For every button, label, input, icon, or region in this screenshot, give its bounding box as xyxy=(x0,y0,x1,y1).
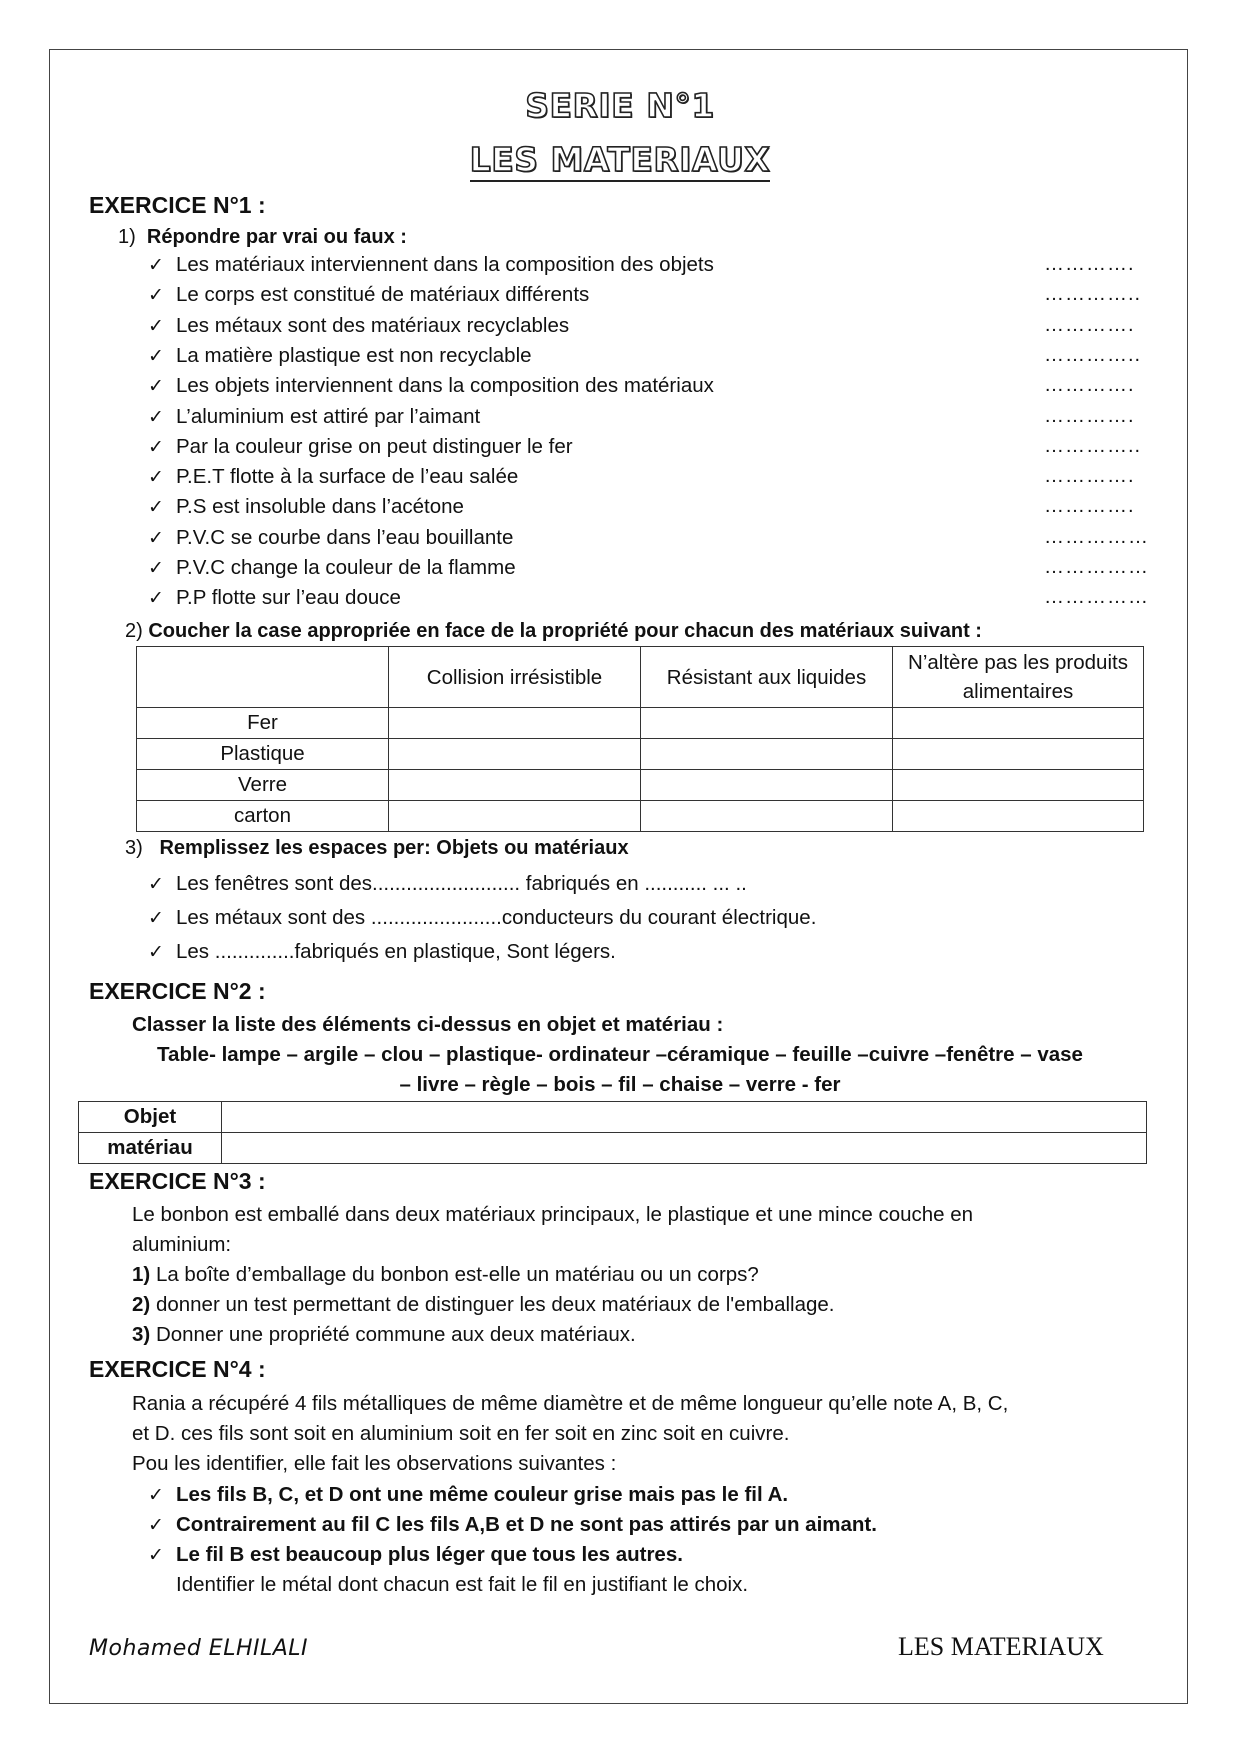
answer-cell[interactable] xyxy=(641,770,893,801)
question-number: 1) xyxy=(132,1263,151,1286)
element-list-line-2: – livre – règle – bois – fil – chaise – verre - fer xyxy=(399,1073,841,1096)
statement-text: Les métaux sont des matériaux recyclables xyxy=(176,314,570,337)
statement-text: Par la couleur grise on peut distinguer le fer xyxy=(176,435,573,458)
statement-text: P.S est insoluble dans l’acétone xyxy=(176,495,464,518)
true-false-item xyxy=(148,586,401,610)
true-false-item xyxy=(148,253,714,277)
table-header-cell: Résistant aux liquides xyxy=(641,647,893,708)
answer-cell[interactable] xyxy=(641,708,893,739)
fill-blank-text: Les fenêtres sont des.......................... fabriqués en ........... ... .. xyxy=(176,872,747,895)
checkmark-icon: ✓ xyxy=(148,254,164,276)
exercise-2-heading: EXERCICE N°2 : xyxy=(89,978,266,1004)
statement-text: P.P flotte sur l’eau douce xyxy=(176,586,401,609)
exercise-4-intro-line-1: Rania a récupéré 4 fils métalliques de même diamètre et de même longueur qu’elle note A, B, C, xyxy=(132,1392,1009,1415)
checkmark-icon: ✓ xyxy=(148,496,164,518)
answer-blank[interactable]: …………. xyxy=(1044,405,1135,427)
answer-blank[interactable]: …………… xyxy=(1044,556,1149,578)
answer-cell[interactable] xyxy=(893,801,1144,832)
statement-text: P.V.C change la couleur de la flamme xyxy=(176,556,516,579)
answer-blank[interactable]: …………. xyxy=(1044,253,1135,275)
topic-title: LES MATERIAUX xyxy=(0,140,1240,179)
answer-cell[interactable] xyxy=(893,770,1144,801)
material-label: Verre xyxy=(137,770,389,801)
question-text: La boîte d’emballage du bonbon est-elle un matériau ou un corps? xyxy=(155,1263,759,1286)
question-2-heading xyxy=(125,620,982,643)
table-row xyxy=(137,770,1144,801)
question-text: donner un test permettant de distinguer les deux matériaux de l'emballage. xyxy=(155,1293,835,1316)
answer-blank[interactable]: …………. xyxy=(1044,374,1135,396)
true-false-item xyxy=(148,556,516,580)
table-header-cell: N’altère pas les produits alimentaires xyxy=(893,647,1144,708)
observation-item xyxy=(148,1480,788,1510)
answer-cell[interactable] xyxy=(389,801,641,832)
exercise-3-question xyxy=(132,1260,759,1290)
checkmark-icon: ✓ xyxy=(148,587,164,609)
answer-blank[interactable]: …………… xyxy=(1044,526,1149,548)
statement-text: Le corps est constitué de matériaux différents xyxy=(176,283,590,306)
question-title: Remplissez les espaces per: Objets ou matériaux xyxy=(159,837,629,859)
material-label: Fer xyxy=(137,708,389,739)
properties-table xyxy=(136,646,1144,832)
series-title: SERIE N°1 xyxy=(525,86,715,125)
checkmark-icon: ✓ xyxy=(148,941,164,963)
question-title: Coucher la case appropriée en face de la propriété pour chacun des matériaux suivant : xyxy=(148,620,982,642)
table-row xyxy=(137,708,1144,739)
exercise-4-intro-line-2: et D. ces fils sont soit en aluminium soit en fer soit en zinc soit en cuivre. xyxy=(132,1422,790,1445)
fill-blank-item xyxy=(148,940,616,964)
fill-blank-text: Les métaux sont des .......................conducteurs du courant électrique. xyxy=(176,906,817,929)
checkmark-icon: ✓ xyxy=(148,436,164,458)
exercise-3-question xyxy=(132,1290,834,1320)
exercise-3-intro-line-1: Le bonbon est emballé dans deux matériaux principaux, le plastique et une mince couche en xyxy=(132,1203,974,1226)
answer-cell[interactable] xyxy=(389,739,641,770)
table-row xyxy=(137,801,1144,832)
true-false-item xyxy=(148,526,513,550)
table-header-cell: Collision irrésistible xyxy=(389,647,641,708)
answer-cell[interactable] xyxy=(641,739,893,770)
table-header-row xyxy=(137,647,1144,708)
checkmark-icon: ✓ xyxy=(148,375,164,397)
answer-cell[interactable] xyxy=(389,708,641,739)
checkmark-icon: ✓ xyxy=(148,873,164,895)
table-header-cell xyxy=(137,647,389,708)
answer-blank[interactable]: …………. xyxy=(1044,465,1135,487)
observation-text: Les fils B, C, et D ont une même couleur grise mais pas le fil A. xyxy=(176,1483,789,1506)
fill-blank-item xyxy=(148,906,816,930)
statement-text: P.V.C se courbe dans l’eau bouillante xyxy=(176,526,514,549)
checkmark-icon: ✓ xyxy=(148,1544,164,1566)
checkmark-icon: ✓ xyxy=(148,1484,164,1506)
question-number: 2) xyxy=(125,620,143,642)
answer-cell[interactable] xyxy=(893,708,1144,739)
question-number: 2) xyxy=(132,1293,151,1316)
checkmark-icon: ✓ xyxy=(148,907,164,929)
true-false-item xyxy=(148,465,518,489)
true-false-item xyxy=(148,283,589,307)
footer-topic: LES MATERIAUX xyxy=(898,1632,1104,1661)
answer-blank[interactable]: ………….. xyxy=(1044,435,1142,457)
true-false-item xyxy=(148,435,573,459)
fill-blank-item xyxy=(148,872,747,896)
table-row xyxy=(137,739,1144,770)
exercise-4-heading: EXERCICE N°4 : xyxy=(89,1356,266,1382)
table-row xyxy=(79,1133,1147,1164)
answer-cell[interactable] xyxy=(389,770,641,801)
true-false-item xyxy=(148,314,569,338)
checkmark-icon: ✓ xyxy=(148,1514,164,1536)
checkmark-icon: ✓ xyxy=(148,557,164,579)
exercise-4-task: Identifier le métal dont chacun est fait le fil en justifiant le choix. xyxy=(176,1573,749,1596)
question-number: 1) xyxy=(118,226,136,248)
answer-blank[interactable]: …………. xyxy=(1044,495,1135,517)
answer-blank[interactable]: …………… xyxy=(1044,586,1149,608)
objet-answer-cell[interactable] xyxy=(222,1102,1147,1133)
checkmark-icon: ✓ xyxy=(148,527,164,549)
question-number: 3) xyxy=(132,1323,151,1346)
objet-label: Objet xyxy=(79,1102,222,1133)
question-3-heading xyxy=(125,837,629,860)
exercise-4-intro-line-3: Pou les identifier, elle fait les observations suivantes : xyxy=(132,1452,617,1475)
true-false-item xyxy=(148,374,714,398)
true-false-item xyxy=(148,344,532,368)
materiau-label: matériau xyxy=(79,1133,222,1164)
materiau-answer-cell[interactable] xyxy=(222,1133,1147,1164)
checkmark-icon: ✓ xyxy=(148,406,164,428)
checkmark-icon: ✓ xyxy=(148,466,164,488)
exercise-3-question xyxy=(132,1320,636,1350)
fill-blank-text: Les ..............fabriqués en plastique, Sont légers. xyxy=(176,940,616,963)
exercise-3-heading: EXERCICE N°3 : xyxy=(89,1168,266,1194)
true-false-item xyxy=(148,405,480,429)
observation-item xyxy=(148,1540,683,1570)
observation-item xyxy=(148,1510,877,1540)
answer-cell[interactable] xyxy=(641,801,893,832)
statement-text: La matière plastique est non recyclable xyxy=(176,344,532,367)
classification-table xyxy=(78,1101,1147,1164)
material-label: Plastique xyxy=(137,739,389,770)
statement-text: L’aluminium est attiré par l’aimant xyxy=(176,405,481,428)
element-list-line-1: Table- lampe – argile – clou – plastique- ordinateur –céramique – feuille –cuivre –fenêtre – vase xyxy=(157,1043,1083,1066)
checkmark-icon: ✓ xyxy=(148,315,164,337)
statement-text: Les matériaux interviennent dans la composition des objets xyxy=(176,253,714,276)
answer-blank[interactable]: ………….. xyxy=(1044,344,1142,366)
answer-cell[interactable] xyxy=(893,739,1144,770)
exercise-1-heading: EXERCICE N°1 : xyxy=(89,192,266,218)
statement-text: Les objets interviennent dans la composition des matériaux xyxy=(176,374,714,397)
statement-text: P.E.T flotte à la surface de l’eau salée xyxy=(176,465,519,488)
question-number: 3) xyxy=(125,837,143,859)
checkmark-icon: ✓ xyxy=(148,345,164,367)
exercise-3-intro-line-2: aluminium: xyxy=(132,1233,232,1256)
question-title: Répondre par vrai ou faux : xyxy=(146,226,407,248)
true-false-item xyxy=(148,495,464,519)
footer-author: Mohamed ELHILALI xyxy=(89,1636,309,1661)
table-row xyxy=(79,1102,1147,1133)
answer-blank[interactable]: …………. xyxy=(1044,314,1135,336)
observation-text: Le fil B est beaucoup plus léger que tous les autres. xyxy=(176,1543,683,1566)
material-label: carton xyxy=(137,801,389,832)
question-1-heading xyxy=(118,226,407,249)
exercise-2-instruction: Classer la liste des éléments ci-dessus en objet et matériau : xyxy=(132,1013,724,1036)
question-text: Donner une propriété commune aux deux matériaux. xyxy=(155,1323,636,1346)
checkmark-icon: ✓ xyxy=(148,284,164,306)
answer-blank[interactable]: ………….. xyxy=(1044,283,1142,305)
observation-text: Contrairement au fil C les fils A,B et D ne sont pas attirés par un aimant. xyxy=(176,1513,877,1536)
